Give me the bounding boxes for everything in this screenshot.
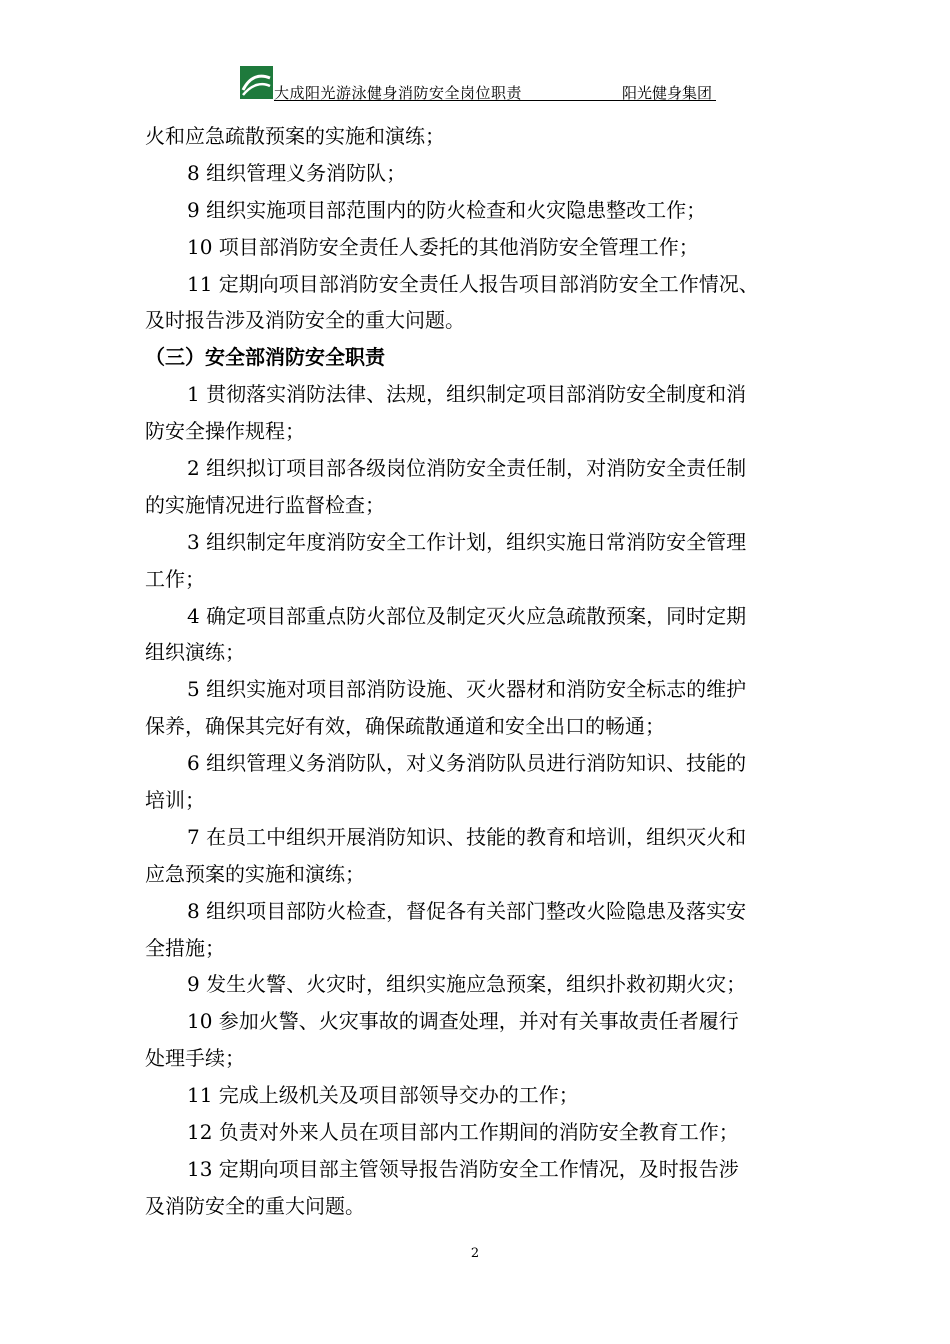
text-line: 保养，确保其完好有效，确保疏散通道和安全出口的畅通； <box>145 714 665 739</box>
text-line: 及时报告涉及消防安全的重大问题。 <box>145 308 465 333</box>
page-number: 2 <box>470 1246 480 1261</box>
text-line: 9 发生火警、火灾时，组织实施应急预案，组织扑救初期火灾； <box>187 972 747 997</box>
text-line: 应急预案的实施和演练； <box>145 861 365 886</box>
page-header <box>240 66 720 102</box>
company-logo <box>240 66 273 99</box>
text-line: 处理手续； <box>145 1046 245 1071</box>
text-line: 13 定期向项目部主管领导报告消防安全工作情况，及时报告涉 <box>187 1156 739 1181</box>
text-line: 全措施； <box>145 935 225 960</box>
text-line: 组织演练； <box>145 640 245 665</box>
text-line: 8 组织管理义务消防队； <box>187 160 407 185</box>
text-line: 培训； <box>145 788 205 813</box>
text-line: 10 项目部消防安全责任人委托的其他消防安全管理工作； <box>187 234 699 259</box>
section-heading: （三）安全部消防安全职责 <box>145 345 385 370</box>
text-line: 防安全操作规程； <box>145 419 305 444</box>
header-title: 大成阳光游泳健身消防安全岗位职责 <box>274 84 523 102</box>
text-line: 2 组织拟订项目部各级岗位消防安全责任制，对消防安全责任制 <box>187 456 747 481</box>
text-line: 的实施情况进行监督检查； <box>145 492 385 517</box>
text-line: 6 组织管理义务消防队，对义务消防队员进行消防知识、技能的 <box>187 751 747 776</box>
text-line: 及消防安全的重大问题。 <box>145 1193 365 1218</box>
text-line: 火和应急疏散预案的实施和演练； <box>145 124 445 148</box>
text-line: 工作； <box>145 566 205 591</box>
text-line: 8 组织项目部防火检查，督促各有关部门整改火险隐患及落实安 <box>187 898 747 923</box>
text-line: 4 确定项目部重点防火部位及制定灭火应急疏散预案，同时定期 <box>187 603 747 628</box>
document-body <box>145 118 825 1225</box>
text-line: 1 贯彻落实消防法律、法规，组织制定项目部消防安全制度和消 <box>187 382 747 407</box>
text-line: 5 组织实施对项目部消防设施、灭火器材和消防安全标志的维护 <box>187 677 747 702</box>
text-line: 3 组织制定年度消防安全工作计划，组织实施日常消防安全管理 <box>187 529 747 554</box>
text-line: 10 参加火警、火灾事故的调查处理，并对有关事故责任者履行 <box>187 1009 739 1034</box>
header-rule <box>274 100 716 101</box>
text-line: 11 定期向项目部消防安全责任人报告项目部消防安全工作情况、 <box>187 271 759 296</box>
header-company: 阳光健身集团 <box>622 84 713 102</box>
text-line: 7 在员工中组织开展消防知识、技能的教育和培训，组织灭火和 <box>187 824 747 849</box>
text-line: 12 负责对外来人员在项目部内工作期间的消防安全教育工作； <box>187 1120 739 1145</box>
text-line: 9 组织实施项目部范围内的防火检查和火灾隐患整改工作； <box>187 197 707 222</box>
text-line: 11 完成上级机关及项目部领导交办的工作； <box>187 1083 579 1108</box>
